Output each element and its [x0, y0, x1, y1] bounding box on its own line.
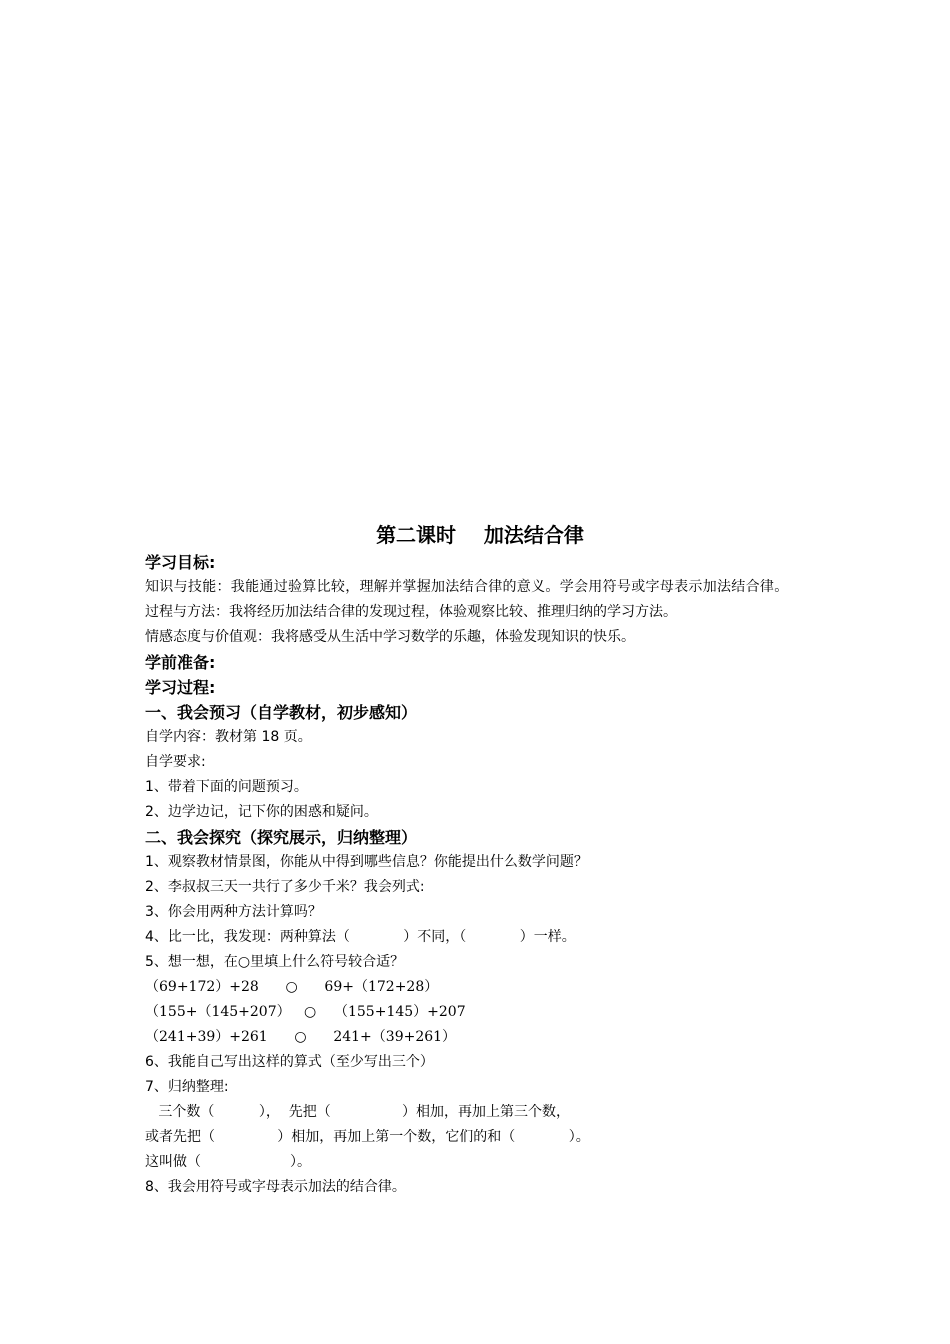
question-8: 8、我会用符号或字母表示加法的结合律。 [145, 1179, 406, 1195]
goal-knowledge: 知识与技能：我能通过验算比较，理解并掌握加法结合律的意义。学会用符号或字母表示加法结合律。 [145, 579, 789, 595]
question-4: 4、比一比，我发现：两种算法（ ）不同，（ ）一样。 [145, 929, 576, 945]
lesson-title: 第二课时 加法结合律 [376, 523, 584, 547]
document-content [145, 520, 815, 1200]
summary-line: 三个数（ ）， 先把（ ）相加，再加上第三个数， [145, 1104, 570, 1120]
self-study-content: 自学内容：教材第 18 页。 [145, 729, 312, 745]
question-7: 7、归纳整理: [145, 1079, 229, 1095]
prep-heading: 学前准备: [145, 653, 216, 672]
question-6: 6、我能自己写出这样的算式（至少写出三个） [145, 1054, 434, 1070]
question-5: 5、想一想，在○里填上什么符号较合适？ [145, 954, 405, 970]
section2-heading: 二、我会探究（探究展示，归纳整理） [145, 828, 418, 847]
expression-row: （241+39）+261 ○ 241+（39+261） [145, 1029, 457, 1045]
section1-heading: 一、我会预习（自学教材，初步感知） [145, 703, 418, 722]
goals-heading: 学习目标: [145, 553, 216, 572]
self-study-requirement: 自学要求: [145, 754, 206, 770]
requirement-item: 2、边学边记，记下你的困惑和疑问。 [145, 804, 378, 820]
expression-row: （69+172）+28 ○ 69+（172+28） [145, 979, 439, 995]
question-3: 3、你会用两种方法计算吗？ [145, 904, 322, 920]
summary-line: 这叫做（ ）。 [145, 1154, 312, 1170]
question-1: 1、观察教材情景图，你能从中得到哪些信息？你能提出什么数学问题？ [145, 854, 588, 870]
expression-row: （155+（145+207） ○ （155+145）+207 [145, 1004, 466, 1020]
goal-process: 过程与方法：我将经历加法结合律的发现过程，体验观察比较、推理归纳的学习方法。 [145, 604, 677, 620]
summary-line: 或者先把（ ）相加，再加上第一个数，它们的和（ ）。 [145, 1129, 590, 1145]
question-2: 2、李叔叔三天一共行了多少千米？我会列式: [145, 879, 425, 895]
requirement-item: 1、带着下面的问题预习。 [145, 779, 308, 795]
process-heading: 学习过程: [145, 678, 216, 697]
goal-attitude: 情感态度与价值观：我将感受从生活中学习数学的乐趣，体验发现知识的快乐。 [145, 629, 635, 645]
